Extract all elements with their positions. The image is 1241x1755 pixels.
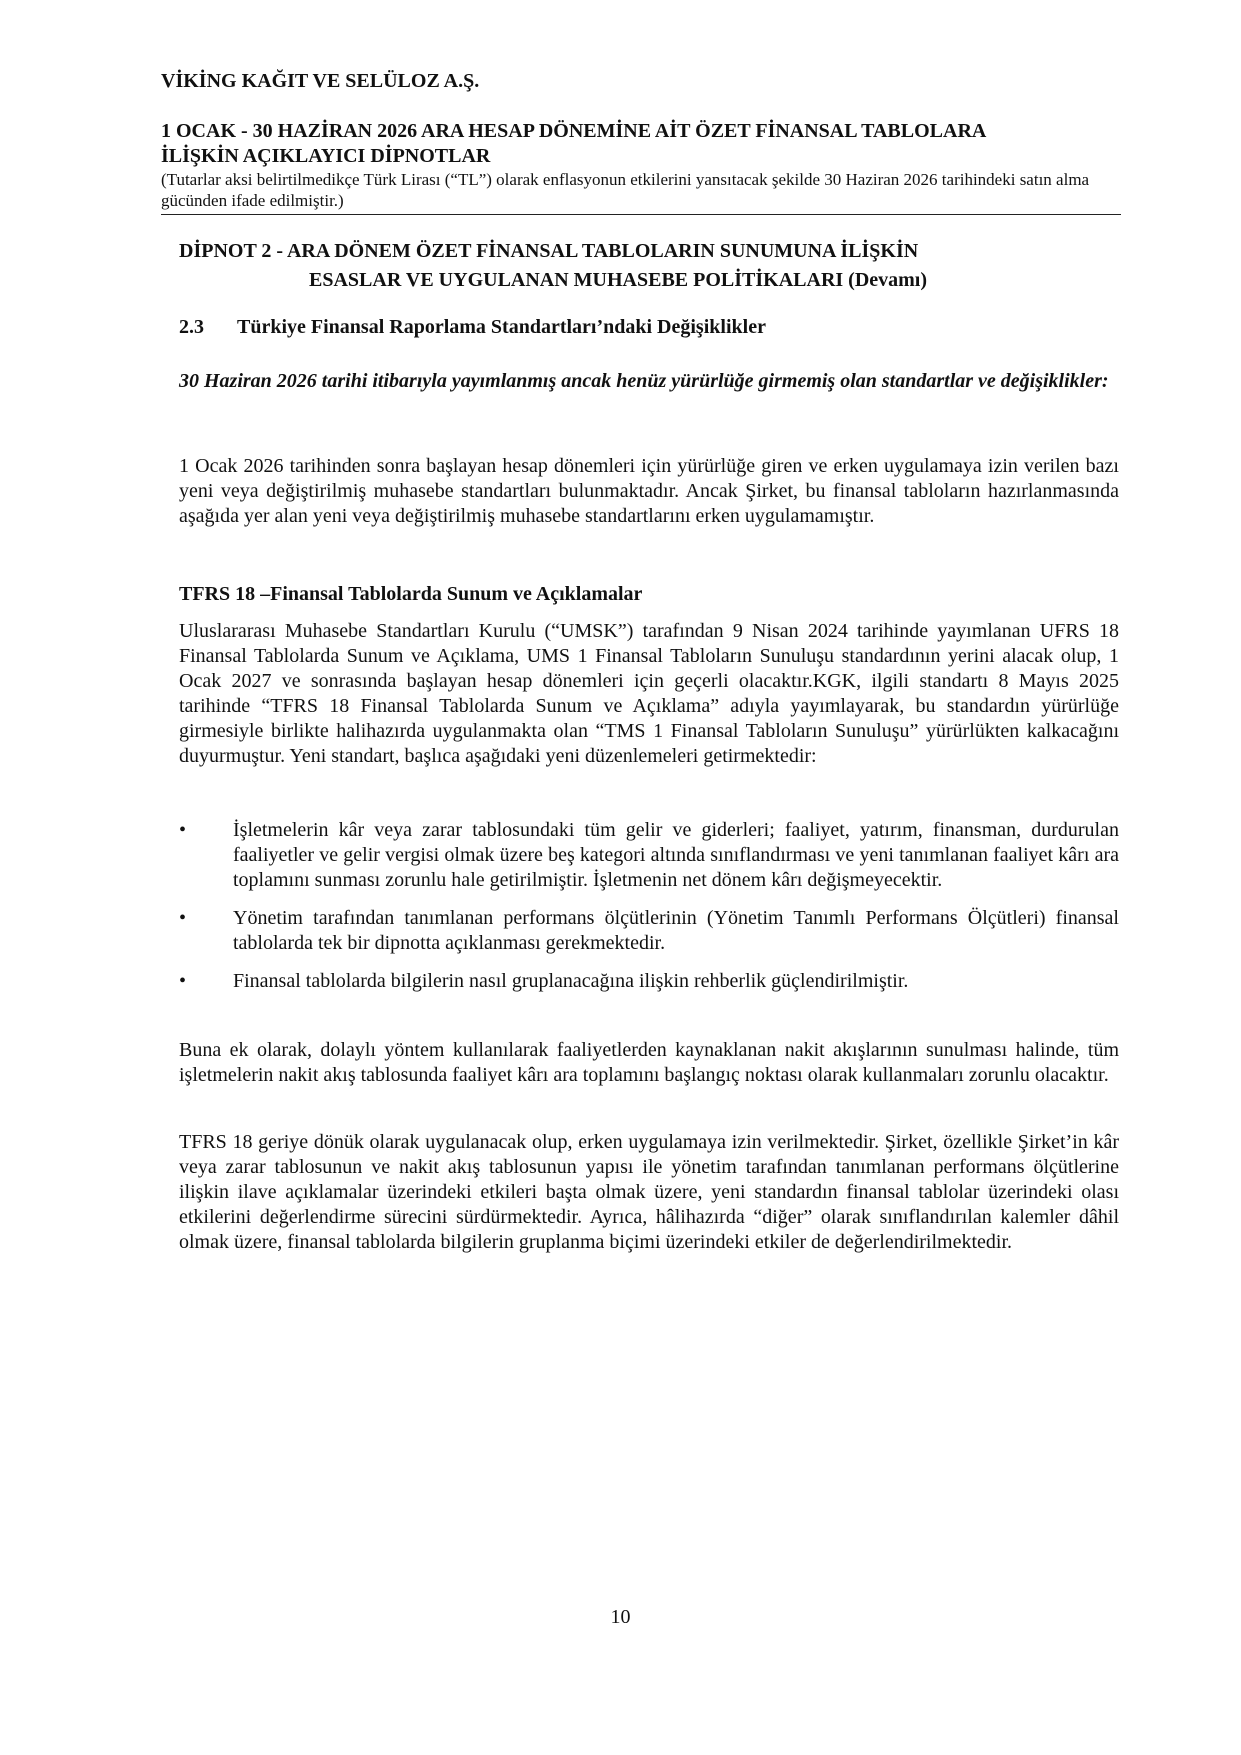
tfrs18-bullet-list [179, 818, 1119, 1007]
list-item [179, 969, 1119, 994]
section-heading [179, 316, 766, 339]
section-number: 2.3 [179, 316, 204, 338]
note-title-line-2: ESASLAR VE UYGULANAN MUHASEBE POLİTİKALARI (Devamı) [309, 269, 928, 291]
header-divider [161, 214, 1121, 215]
bullet-text: İşletmelerin kâr veya zarar tablosundaki tüm gelir ve giderleri; faaliyet, yatırım, finansman, durdurulan faaliyetler ve gelir vergisi olmak üzere beş kategori altında sınıflandırması ve yeni tanımlanan faaliyet kârı ara toplamını sunması zorunlu hale getirilmiştir. İşletmenin net dönem kârı değişmeyecektir. [233, 819, 1119, 891]
intro-paragraph: 1 Ocak 2026 tarihinden sonra başlayan hesap dönemleri için yürürlüğe giren ve erken uygulamaya izin verilen bazı yeni veya değiştirilmiş muhasebe standartları bulunmaktadır. Ancak Şirket, bu finansal tabloların hazırlanmasında aşağıda yer alan yeni veya değiştirilmiş muhasebe standartlarını erken uygulamamıştır. [179, 455, 1119, 527]
italic-subheading: 30 Haziran 2026 tarihi itibarıyla yayımlanmış ancak henüz yürürlüğe girmemiş olan standartlar ve değişiklikler: [179, 370, 1109, 392]
tfrs18-paragraph-2: Buna ek olarak, dolaylı yöntem kullanılarak faaliyetlerden kaynaklanan nakit akışlarının sunulması halinde, tüm işletmelerin nakit akış tablosunda faaliyet kârı ara toplamını başlangıç noktası olarak kullanmaları zorunlu olacaktır. [179, 1039, 1119, 1086]
list-item [179, 906, 1119, 956]
bullet-marker: • [179, 907, 187, 929]
bullet-marker: • [179, 970, 187, 992]
section-title: Türkiye Finansal Raporlama Standartları’ndaki Değişiklikler [237, 316, 766, 338]
page-number: 10 [610, 1606, 631, 1628]
note-title-line-1: DİPNOT 2 - ARA DÖNEM ÖZET FİNANSAL TABLOLARIN SUNUMUNA İLİŞKİN [179, 240, 919, 262]
report-title [161, 119, 1121, 169]
report-subtitle: (Tutarlar aksi belirtilmedikçe Türk Lirası (“TL”) olarak enflasyonun etkilerini yansıtacak şekilde 30 Haziran 2026 tarihindeki satın alma gücünden ifade edilmiştir.) [161, 170, 1090, 210]
bullet-marker: • [179, 819, 187, 841]
company-name: VİKİNG KAĞIT VE SELÜLOZ A.Ş. [161, 70, 480, 92]
bullet-text: Finansal tablolarda bilgilerin nasıl gruplanacağına ilişkin rehberlik güçlendirilmiştir. [233, 970, 909, 992]
tfrs18-paragraph-1: Uluslararası Muhasebe Standartları Kurulu (“UMSK”) tarafından 9 Nisan 2024 tarihinde yayımlanan UFRS 18 Finansal Tablolarda Sunum ve Açıklama, UMS 1 Finansal Tabloların Sunuluşu standardının yerini alacak olup, 1 Ocak 2027 ve sonrasında başlayan hesap dönemleri için geçerli olacaktır.KGK, ilgili standartı 8 Mayıs 2025 tarihinde “TFRS 18 Finansal Tablolarda Sunum ve Açıklama” adıyla yayımlayarak, bu standardın yürürlüğe girmesiyle birlikte halihazırda uygulanmakta olan “TMS 1 Finansal Tabloların Sunuluşu” yürürlükten kalkacağını duyurmuştur. Yeni standart, başlıca aşağıdaki yeni düzenlemeleri getirmektedir: [179, 620, 1119, 767]
note-title [179, 237, 927, 295]
report-title-line-2: İLİŞKİN AÇIKLAYICI DİPNOTLAR [161, 145, 491, 167]
tfrs18-heading: TFRS 18 –Finansal Tablolarda Sunum ve Açıklamalar [179, 583, 643, 605]
list-item [179, 818, 1119, 893]
tfrs18-paragraph-3: TFRS 18 geriye dönük olarak uygulanacak olup, erken uygulamaya izin verilmektedir. Şirket, özellikle Şirket’in kâr veya zarar tablosunun ve nakit akış tablosunun yapısı ile yönetim tarafından tanımlanan performans ölçütlerine ilişkin ilave açıklamalar üzerindeki etkileri başta olmak üzere, yeni standardın finansal tablolar üzerindeki olası etkilerini değerlendirme sürecini sürdürmektedir. Ayrıca, hâlihazırda “diğer” olarak sınıflandırılan kalemler dâhil olmak üzere, finansal tablolarda bilgilerin gruplanma biçimi üzerindeki etkiler de değerlendirilmektedir. [179, 1131, 1119, 1253]
report-title-line-1: 1 OCAK - 30 HAZİRAN 2026 ARA HESAP DÖNEMİNE AİT ÖZET FİNANSAL TABLOLARA [161, 120, 987, 142]
bullet-text: Yönetim tarafından tanımlanan performans ölçütlerinin (Yönetim Tanımlı Performans Ölçütleri) finansal tablolarda tek bir dipnotta açıklanması gerekmektedir. [233, 907, 1119, 954]
